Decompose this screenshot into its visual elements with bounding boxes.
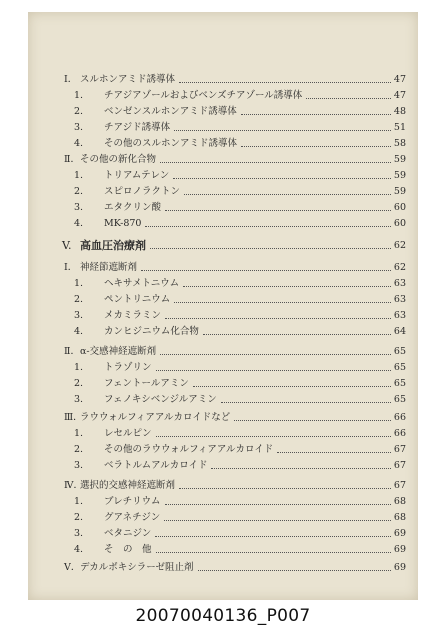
toc-entry-number: 4. xyxy=(74,326,84,337)
toc-entry-number: V. xyxy=(62,239,72,252)
toc-entry-number: 3. xyxy=(74,460,84,471)
toc-entry-page: 66 xyxy=(393,428,406,439)
dot-leader xyxy=(203,334,391,335)
toc-entry-page: 67 xyxy=(393,444,406,455)
toc-entry-number: 2. xyxy=(74,294,84,305)
toc-entry-title: ラウウォルフィアアルカロイドなど xyxy=(80,412,231,423)
toc-entry-number: 3. xyxy=(74,122,84,133)
toc-entry xyxy=(28,410,418,426)
toc-entry-title: その他のラウウォルフィアアルカロイド xyxy=(104,444,274,455)
toc-entry-page: 67 xyxy=(393,480,406,491)
toc-entry-number: 3. xyxy=(74,202,84,213)
toc-entry-number: 3. xyxy=(74,310,84,321)
dot-leader xyxy=(174,130,391,131)
toc-entry xyxy=(28,442,418,458)
toc-entry-title: フェントールアミン xyxy=(104,378,189,389)
dot-leader xyxy=(179,488,391,489)
toc-entry-number: 2. xyxy=(74,186,84,197)
toc-entry xyxy=(28,478,418,494)
dot-leader xyxy=(277,452,391,453)
toc-entry xyxy=(28,376,418,392)
toc-entry-number: I． xyxy=(64,262,78,273)
toc-entry-number: 2. xyxy=(74,378,84,389)
toc-entry-title: ベンゼンスルホンアミド誘導体 xyxy=(104,106,237,117)
toc-entry-page: 60 xyxy=(393,218,406,229)
toc-entry-page: 69 xyxy=(393,562,406,573)
toc-entry xyxy=(28,560,418,576)
toc-entry-number: Ⅱ． xyxy=(64,154,80,165)
toc-entry-number: 4. xyxy=(74,138,84,149)
image-caption: 20070040136_P007 xyxy=(135,606,311,626)
toc-entry xyxy=(28,216,418,232)
toc-entry xyxy=(28,526,418,542)
dot-leader xyxy=(179,82,391,83)
toc-entry-number: 4. xyxy=(74,544,84,555)
toc-entry-number: I． xyxy=(64,74,78,85)
toc-entry-title: チアジド誘導体 xyxy=(104,122,171,133)
toc-entry-page: 65 xyxy=(393,362,406,373)
toc-entry-title: ブレチリウム xyxy=(104,496,161,507)
book-page xyxy=(28,12,418,600)
toc-entry-title: トリアムテレン xyxy=(104,170,170,181)
dot-leader xyxy=(160,162,391,163)
toc-entry-number: Ⅱ． xyxy=(64,346,80,357)
toc-entry-title: ヘキサメトニウム xyxy=(104,278,180,289)
toc-entry-page: 60 xyxy=(393,202,406,213)
toc-entry xyxy=(28,88,418,104)
toc-entry-title: その他のスルホンアミド誘導体 xyxy=(104,138,238,149)
toc-entry-title: ベラトルムアルカロイド xyxy=(104,460,208,471)
toc-entry-number: 1. xyxy=(74,362,84,373)
toc-entry-page: 66 xyxy=(393,412,406,423)
toc-entry xyxy=(28,238,418,254)
toc-entry xyxy=(28,184,418,200)
dot-leader xyxy=(164,520,391,521)
toc-entry-page: 47 xyxy=(393,74,406,85)
toc-entry-title: カンヒジニウム化合物 xyxy=(104,326,199,337)
dot-leader xyxy=(156,436,391,437)
toc-entry-number: 4. xyxy=(74,218,84,229)
toc-entry-title: 高血圧治療剤 xyxy=(80,239,146,252)
dot-leader xyxy=(193,386,391,387)
toc-entry xyxy=(28,120,418,136)
table-of-contents xyxy=(28,12,418,600)
toc-entry-title: そ の 他 xyxy=(104,544,152,555)
toc-entry-number: Ⅳ． xyxy=(64,480,83,491)
toc-entry xyxy=(28,104,418,120)
dot-leader xyxy=(160,354,391,355)
toc-entry xyxy=(28,308,418,324)
dot-leader xyxy=(198,570,391,571)
toc-entry-page: 63 xyxy=(393,310,406,321)
toc-entry-page: 69 xyxy=(393,528,406,539)
toc-entry-title: エタクリン酸 xyxy=(104,202,162,213)
toc-entry xyxy=(28,426,418,442)
toc-entry-page: 65 xyxy=(393,346,406,357)
toc-entry-page: 62 xyxy=(393,262,406,273)
toc-entry-title: スピロノラクトン xyxy=(104,186,181,197)
toc-entry-title: 神経節遮断剤 xyxy=(80,262,138,273)
toc-entry-number: V． xyxy=(64,562,81,573)
toc-entry-page: 51 xyxy=(393,122,406,133)
dot-leader xyxy=(165,318,391,319)
dot-leader xyxy=(155,536,391,537)
toc-entry-title: チアジアゾールおよびベンズチアゾール誘導体 xyxy=(104,90,303,101)
dot-leader xyxy=(234,420,391,421)
toc-entry-page: 47 xyxy=(393,90,406,101)
toc-entry-page: 59 xyxy=(393,186,406,197)
toc-entry-title: グアネチジン xyxy=(104,512,161,523)
dot-leader xyxy=(156,552,391,553)
dot-leader xyxy=(306,98,391,99)
dot-leader xyxy=(145,226,391,227)
toc-entry-title: トラゾリン xyxy=(104,362,152,373)
toc-entry xyxy=(28,542,418,558)
toc-entry-number: 3. xyxy=(74,528,84,539)
toc-entry-title: フェノキシベンジルアミン xyxy=(104,394,217,405)
toc-entry-page: 59 xyxy=(393,154,406,165)
toc-entry xyxy=(28,344,418,360)
toc-entry-title: MK-870 xyxy=(104,218,142,229)
toc-entry-title: α-交感神経遮断剤 xyxy=(80,346,157,357)
toc-entry-title: その他の新化合物 xyxy=(80,154,157,165)
toc-entry-page: 68 xyxy=(393,496,406,507)
toc-entry xyxy=(28,260,418,276)
toc-entry xyxy=(28,458,418,474)
toc-entry-title: 選択的交感神経遮断剤 xyxy=(80,480,176,491)
toc-entry-title: ペントリニウム xyxy=(104,294,171,305)
toc-entry xyxy=(28,292,418,308)
toc-entry-page: 64 xyxy=(393,326,406,337)
toc-entry-number: 1. xyxy=(74,496,84,507)
dot-leader xyxy=(183,286,391,287)
toc-entry-title: レセルピン xyxy=(104,428,152,439)
toc-entry-page: 65 xyxy=(393,378,406,389)
toc-entry xyxy=(28,494,418,510)
toc-entry-number: 2. xyxy=(74,512,84,523)
toc-entry-title: スルホンアミド誘導体 xyxy=(80,74,176,85)
toc-entry-page: 48 xyxy=(393,106,406,117)
toc-entry xyxy=(28,72,418,88)
dot-leader xyxy=(241,114,391,115)
toc-entry-number: 2. xyxy=(74,444,84,455)
toc-entry-title: デカルボキシラーゼ阻止剤 xyxy=(80,562,194,573)
dot-leader xyxy=(156,370,391,371)
dot-leader xyxy=(141,270,391,271)
toc-entry-page: 59 xyxy=(393,170,406,181)
toc-entry xyxy=(28,324,418,340)
toc-entry xyxy=(28,392,418,408)
dot-leader xyxy=(165,210,391,211)
toc-entry xyxy=(28,168,418,184)
toc-entry-page: 68 xyxy=(393,512,406,523)
toc-entry-page: 69 xyxy=(393,544,406,555)
toc-entry-page: 63 xyxy=(393,294,406,305)
toc-entry xyxy=(28,510,418,526)
toc-entry-page: 58 xyxy=(393,138,406,149)
toc-entry-page: 63 xyxy=(393,278,406,289)
toc-entry xyxy=(28,276,418,292)
toc-entry-title: ベタニジン xyxy=(104,528,152,539)
toc-entry xyxy=(28,152,418,168)
toc-entry xyxy=(28,360,418,376)
toc-entry-number: 1. xyxy=(74,428,84,439)
toc-entry-page: 62 xyxy=(393,240,406,251)
dot-leader xyxy=(184,194,391,195)
toc-entry-page: 65 xyxy=(393,394,406,405)
toc-entry-number: Ⅲ． xyxy=(64,412,83,423)
dot-leader xyxy=(241,146,391,147)
dot-leader xyxy=(211,468,391,469)
toc-entry-page: 67 xyxy=(393,460,406,471)
toc-entry-number: 1. xyxy=(74,278,84,289)
toc-entry-title: メカミラミン xyxy=(104,310,162,321)
dot-leader xyxy=(174,302,391,303)
toc-entry-number: 3. xyxy=(74,394,84,405)
toc-entry-number: 2. xyxy=(74,106,84,117)
toc-entry xyxy=(28,200,418,216)
toc-entry-number: 1. xyxy=(74,170,84,181)
dot-leader xyxy=(165,504,391,505)
toc-entry-number: 1. xyxy=(74,90,84,101)
toc-entry xyxy=(28,136,418,152)
dot-leader xyxy=(221,402,391,403)
dot-leader xyxy=(150,248,391,249)
dot-leader xyxy=(173,178,391,179)
